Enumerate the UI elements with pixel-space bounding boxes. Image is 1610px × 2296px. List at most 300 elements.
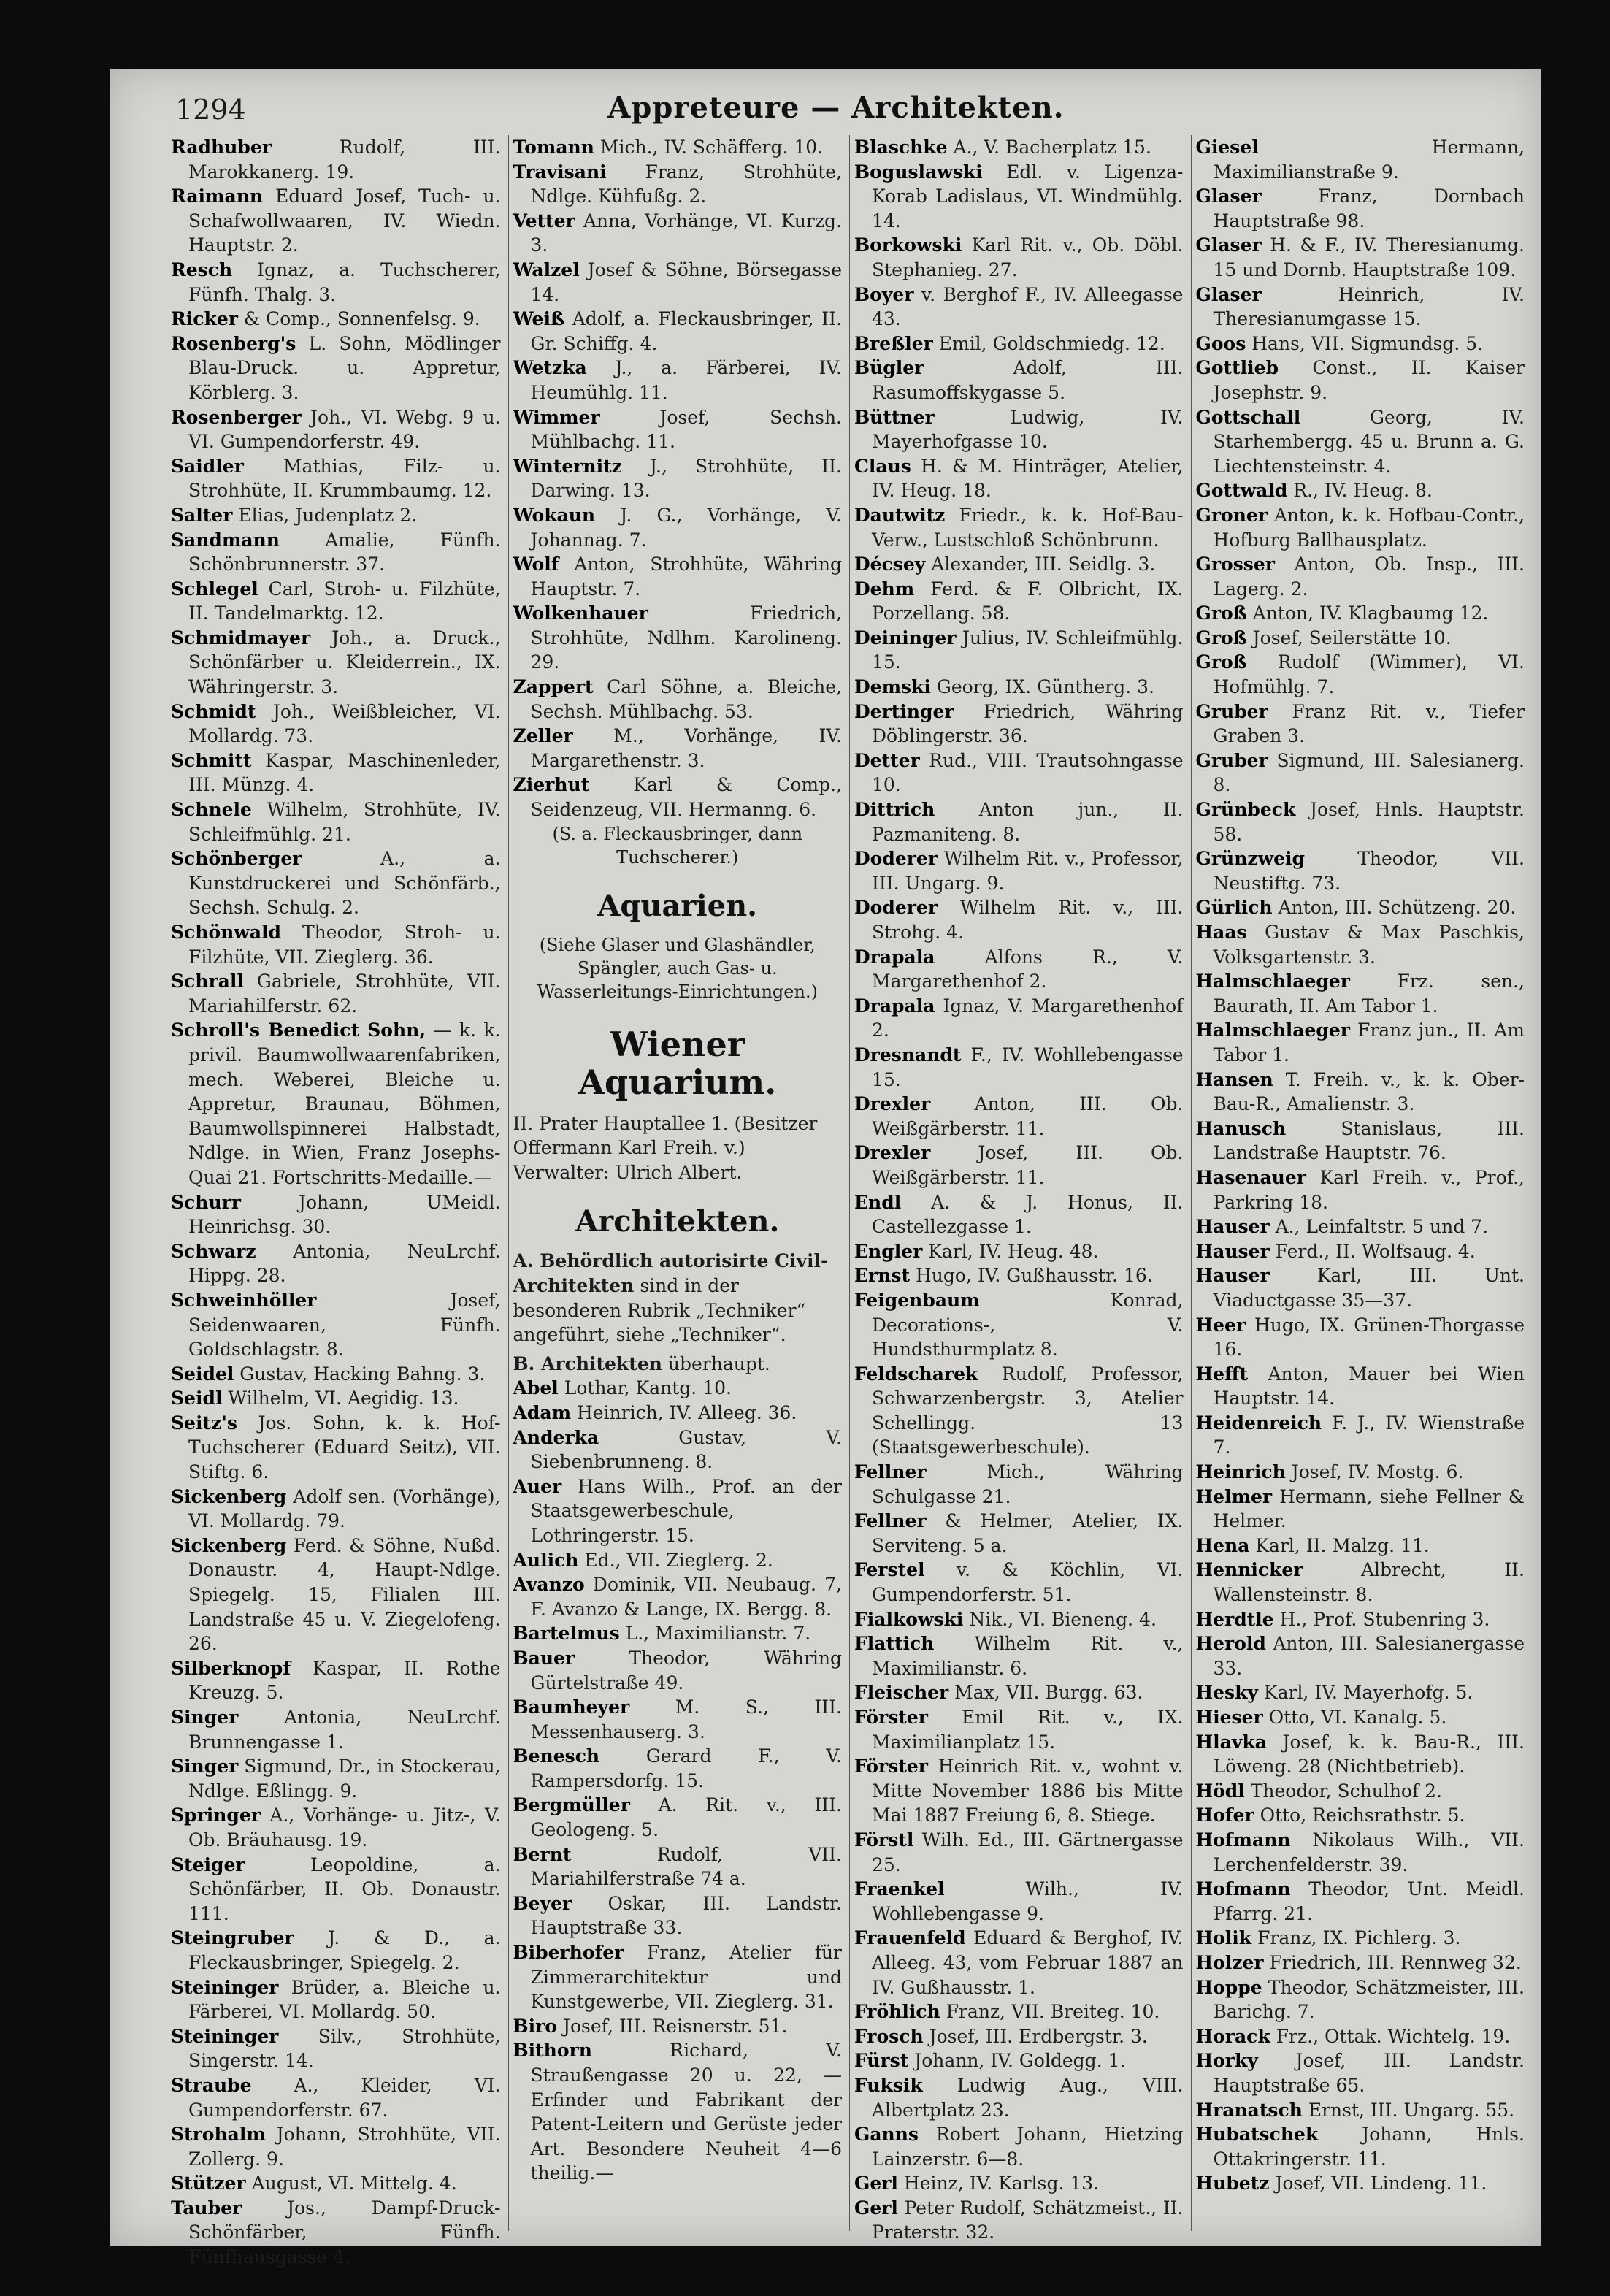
entry-name: Halmschlaeger xyxy=(1195,1019,1350,1041)
directory-entry xyxy=(1196,895,1525,920)
entry-details: Rudolf, III. Marokkanerg. 19. xyxy=(188,137,501,183)
entry-name: Sickenberg xyxy=(171,1485,287,1507)
section-b-heading: B. Architekten xyxy=(513,1352,662,1374)
entry-details: Georg, IX. Güntherg. 3. xyxy=(936,676,1154,698)
entry-details: H. & F., IV. Theresianumg. 15 und Dornb. Hauptstraße 109. xyxy=(1213,234,1525,280)
entry-name: Grünbeck xyxy=(1195,799,1296,821)
entry-name: Bithorn xyxy=(513,2040,592,2062)
entry-name: Winternitz xyxy=(513,455,622,477)
directory-entry xyxy=(1196,749,1525,797)
entry-name: Straube xyxy=(171,2074,252,2096)
directory-entry xyxy=(854,1877,1184,1926)
entry-details: Gustav, Hacking Bahng. 3. xyxy=(239,1363,486,1385)
entry-name: Horky xyxy=(1195,2050,1258,2072)
directory-entry xyxy=(171,1288,501,1362)
entry-name: Gottlieb xyxy=(1195,357,1279,379)
entry-details: Lothar, Kantg. 10. xyxy=(564,1377,732,1399)
page-header xyxy=(175,88,1497,139)
directory-entry xyxy=(1196,2024,1525,2049)
entry-name: Stützer xyxy=(171,2173,246,2194)
entry-details: — k. k. privil. Baumwollwaarenfabriken, mech. Weberei, Bleiche u. Appretur, Braunau, Böhmen, Baumwollspinnerei Halbstadt, Ndlge. in Wien, Franz Josephs-Quai 21. Fortschritts-Medaille.— xyxy=(188,1019,501,1188)
entry-details: Kaspar, II. Rothe Kreuzg. 5. xyxy=(188,1657,501,1704)
entry-details: Anna, Vorhänge, VI. Kurzg. 3. xyxy=(530,210,842,256)
directory-entry xyxy=(171,1853,501,1926)
entry-name: Demski xyxy=(854,676,931,698)
entry-name: Boyer xyxy=(854,283,914,305)
entry-details: Franz, IX. Pichlerg. 3. xyxy=(1257,1927,1461,1949)
entry-name: Grosser xyxy=(1195,554,1275,575)
directory-entry xyxy=(513,1695,843,1744)
entry-name: Glaser xyxy=(1195,283,1262,305)
entry-name: Anderka xyxy=(513,1426,599,1448)
entry-details: A., Kleider, VI. Gumpendorferstr. 67. xyxy=(188,2074,501,2121)
directory-entry xyxy=(854,2196,1184,2245)
directory-entry xyxy=(854,160,1184,234)
entry-name: Förster xyxy=(854,1756,928,1778)
entry-name: Zappert xyxy=(513,676,594,698)
entry-name: Seidel xyxy=(171,1363,234,1385)
section-title-architekten: Architekten. xyxy=(575,1204,780,1239)
section-a-heading: A. Behördlich autorisirte Civil-Architekten xyxy=(513,1250,829,1296)
entry-name: Gottwald xyxy=(1195,480,1288,502)
entry-name: Adam xyxy=(513,1401,572,1423)
entry-name: Doderer xyxy=(854,848,938,870)
entry-name: Strohalm xyxy=(171,2124,266,2146)
entry-name: Bartelmus xyxy=(513,1623,620,1645)
entry-details: Josef, III. Landstr. Hauptstraße 65. xyxy=(1213,2050,1525,2096)
entry-details: Johann, Strohhüte, VII. Zollerg. 9. xyxy=(188,2124,501,2170)
directory-entry xyxy=(854,1680,1184,1705)
entry-name: Herdtle xyxy=(1195,1608,1274,1630)
entry-details: R., IV. Heug. 8. xyxy=(1293,480,1433,502)
entry-name: Walzel xyxy=(513,259,580,280)
entry-details: Friedrich, III. Rennweg 32. xyxy=(1269,1951,1522,1973)
directory-entry xyxy=(854,1631,1184,1680)
directory-entry xyxy=(171,1239,501,1288)
entry-name: Hauser xyxy=(1195,1240,1270,1262)
entry-name: Schrall xyxy=(171,971,244,992)
entry-details: Oskar, III. Landstr. Hauptstraße 33. xyxy=(530,1892,842,1939)
entry-details: Ferd. & F. Olbricht, IX. Porzellang. 58. xyxy=(872,578,1184,624)
entry-name: Frauenfeld xyxy=(854,1927,966,1949)
directory-entry xyxy=(171,1926,501,1975)
directory-entry xyxy=(513,1940,843,2014)
directory-entry xyxy=(854,135,1184,160)
entry-name: Gerl xyxy=(854,2197,898,2219)
entry-details: Ed., VII. Zieglerg. 2. xyxy=(584,1549,773,1571)
entry-name: Zeller xyxy=(513,725,573,747)
directory-entry xyxy=(854,405,1184,454)
entry-name: Singer xyxy=(171,1756,239,1778)
entry-name: Breßler xyxy=(854,332,933,354)
entry-details: Ferd., II. Wolfsaug. 4. xyxy=(1275,1240,1476,1262)
directory-entry xyxy=(1196,2122,1525,2171)
entry-name: Fellner xyxy=(854,1461,927,1483)
entry-details: Karl, IV. Heug. 48. xyxy=(928,1240,1099,1262)
entry-details: A., Leinfaltstr. 5 und 7. xyxy=(1275,1216,1489,1238)
entry-name: Helmer xyxy=(1195,1485,1273,1507)
directory-entry xyxy=(513,2014,843,2039)
directory-entry xyxy=(171,749,501,797)
directory-entry xyxy=(513,454,843,503)
entry-name: Hieser xyxy=(1195,1707,1263,1728)
entry-name: Bergmüller xyxy=(513,1794,630,1816)
directory-entry xyxy=(1196,1362,1525,1411)
entry-details: Anton, III. Ob. Weißgärberstr. 11. xyxy=(872,1093,1184,1139)
entry-details: Theodor, Währing Gürtelstraße 49. xyxy=(530,1647,842,1694)
entry-name: Steininger xyxy=(171,1976,279,1998)
entry-name: Rosenberg's xyxy=(171,332,296,354)
entry-name: Borkowski xyxy=(854,234,962,256)
entry-name: Groner xyxy=(1195,504,1268,526)
directory-entry xyxy=(1196,1705,1525,1730)
directory-entry xyxy=(171,184,501,258)
entry-name: Hofer xyxy=(1195,1805,1254,1826)
directory-entry xyxy=(171,258,501,307)
entry-details: Heinrich, IV. Alleeg. 36. xyxy=(576,1401,797,1423)
entry-details: Alfons R., V. Margarethenhof 2. xyxy=(872,946,1184,992)
section-b-block xyxy=(513,1352,843,1377)
entry-details: Anton, Ob. Insp., III. Lagerg. 2. xyxy=(1213,554,1525,600)
entry-details: Konrad, Decorations-, V. Hundsthurmplatz 8. xyxy=(872,1289,1184,1361)
entry-details: Karl, II. Malzg. 11. xyxy=(1255,1534,1430,1556)
entry-details: Anton, Strohhüte, Währing Hauptstr. 7. xyxy=(530,554,842,600)
entry-details: & Comp., Sonnenfelsg. 9. xyxy=(243,308,480,330)
entry-details: Johann, UMeidl. Heinrichsg. 30. xyxy=(188,1191,501,1238)
entry-name: Hoppe xyxy=(1195,1976,1262,1998)
entry-name: Büttner xyxy=(854,406,935,428)
entry-name: Hefft xyxy=(1195,1363,1249,1385)
entry-details: Mich., Währing Schulgasse 21. xyxy=(872,1461,1184,1507)
entry-details: Rud., VIII. Trautsohngasse 10. xyxy=(872,749,1184,796)
aquarien-note: (Siehe Glaser und Glashändler, Spängler, auch Gas- u. Wasserleitungs-Einrichtungen.) xyxy=(537,934,818,1002)
entry-name: Dittrich xyxy=(854,799,935,821)
directory-entry xyxy=(1196,2098,1525,2123)
entry-details: H. & M. Hinträger, Atelier, IV. Heug. 18. xyxy=(872,455,1184,502)
directory-entry xyxy=(854,356,1184,405)
entry-name: Wolf xyxy=(513,554,559,575)
wiener-aquarium-text: II. Prater Hauptallee 1. (Besitzer Offermann Karl Freih. v.) Verwalter: Ulrich Albert. xyxy=(513,1112,818,1183)
entry-details: Jos., Dampf-Druck-Schönfärber, Fünfh. Fünfhausgasse 4. xyxy=(188,2197,501,2268)
directory-entry xyxy=(854,994,1184,1043)
entry-details: F. J., IV. Wienstraße 7. xyxy=(1213,1412,1525,1458)
entry-details: T. Freih. v., k. k. Ober-Bau-R., Amalienstr. 3. xyxy=(1213,1068,1525,1115)
directory-entry xyxy=(171,1975,501,2024)
entry-name: Steininger xyxy=(171,2025,279,2047)
directory-entry xyxy=(171,503,501,528)
directory-entry xyxy=(513,1572,843,1621)
entry-name: Schurr xyxy=(171,1191,241,1213)
entry-name: Baumheyer xyxy=(513,1696,630,1718)
entry-name: Hennicker xyxy=(1195,1559,1303,1581)
entry-name: Singer xyxy=(171,1707,239,1728)
section-a-text: sind in der besonderen Rubrik „Techniker“ angeführt, siehe „Techniker“. xyxy=(513,1275,806,1346)
entry-name: Sandmann xyxy=(171,529,280,551)
entry-name: Fleischer xyxy=(854,1682,949,1704)
directory-entry xyxy=(171,1803,501,1852)
entry-details: Stanislaus, III. Landstraße Hauptstr. 76. xyxy=(1213,1117,1525,1164)
directory-entry xyxy=(1196,233,1525,282)
entry-details: Joh., a. Druck., Schönfärber u. Kleiderrein., IX. Währingerstr. 3. xyxy=(188,627,501,698)
directory-entry xyxy=(171,920,501,969)
entry-details: Hans, VII. Sigmundsg. 5. xyxy=(1251,332,1484,354)
entry-name: Feldscharek xyxy=(854,1363,978,1385)
entry-name: Seidl xyxy=(171,1388,223,1409)
entry-details: Karl Rit. v., Ob. Döbl. Stephanieg. 27. xyxy=(872,234,1184,280)
entry-details: August, VI. Mittelg. 4. xyxy=(251,2173,457,2194)
entry-name: Bügler xyxy=(854,357,924,379)
directory-entry xyxy=(171,1705,501,1754)
entry-name: Fröhlich xyxy=(854,2001,940,2023)
directory-entry xyxy=(854,1828,1184,1877)
entry-details: Alexander, III. Seidlg. 3. xyxy=(931,554,1156,575)
entry-details: J., a. Färberei, IV. Heumühlg. 11. xyxy=(530,357,842,403)
directory-entry xyxy=(1196,184,1525,233)
entry-name: Schweinhöller xyxy=(171,1289,317,1311)
entry-details: Emil Rit. v., IX. Maximilianplatz 15. xyxy=(872,1707,1184,1753)
directory-entry xyxy=(171,2073,501,2122)
entry-details: Elias, Judenplatz 2. xyxy=(238,504,418,526)
entry-details: Anton, III. Schützeng. 20. xyxy=(1278,897,1517,919)
entry-name: Bauer xyxy=(513,1647,575,1669)
entry-details: v. Berghof F., IV. Alleegasse 43. xyxy=(872,283,1184,330)
directory-entry xyxy=(171,1411,501,1485)
directory-entry xyxy=(513,1891,843,1940)
directory-entry xyxy=(513,135,843,160)
directory-entry xyxy=(1196,1018,1525,1067)
entry-details: Friedrich, Strohhüte, Ndlhm. Karolineng. 29. xyxy=(530,602,842,673)
entry-name: Groß xyxy=(1195,651,1247,673)
directory-entry xyxy=(1196,797,1525,846)
entry-details: Anton jun., II. Pazmaniteng. 8. xyxy=(872,799,1184,845)
directory-entry xyxy=(171,454,501,503)
directory-entry xyxy=(1196,700,1525,749)
entry-details: Hermann, siehe Fellner & Helmer. xyxy=(1213,1485,1525,1532)
directory-entry xyxy=(1196,1877,1525,1926)
directory-entry xyxy=(513,307,843,356)
entry-details: Heinrich, IV. Theresianumgasse 15. xyxy=(1213,283,1525,330)
entry-name: Schwarz xyxy=(171,1240,256,1262)
entry-details: Mathias, Filz- u. Strohhüte, II. Krummbaumg. 12. xyxy=(188,455,501,502)
directory-entry xyxy=(1196,283,1525,332)
entry-details: Frz. sen., Baurath, II. Am Tabor 1. xyxy=(1213,971,1525,1017)
directory-entry xyxy=(513,773,843,822)
entry-name: Radhuber xyxy=(171,137,272,158)
entry-details: Nikolaus Wilh., VII. Lerchenfelderstr. 39. xyxy=(1213,1829,1525,1875)
entry-name: Glaser xyxy=(1195,185,1262,207)
directory-entry xyxy=(513,503,843,552)
directory-entry xyxy=(1196,920,1525,969)
section-title-aquarien: Aquarien. xyxy=(597,888,758,923)
directory-entry xyxy=(1196,2171,1525,2196)
entry-name: Halmschlaeger xyxy=(1195,971,1350,992)
directory-entry xyxy=(854,283,1184,332)
directory-entry xyxy=(1196,1730,1525,1779)
directory-entry xyxy=(171,307,501,332)
directory-entry xyxy=(1196,1068,1525,1117)
entry-name: Biro xyxy=(513,2015,557,2037)
entry-name: Hödl xyxy=(1195,1780,1245,1802)
entry-details: J. & D., a. Fleckausbringer, Spiegelg. 2. xyxy=(188,1927,501,1973)
directory-entry xyxy=(171,135,501,184)
directory-entry xyxy=(1196,1460,1525,1485)
entry-name: Ernst xyxy=(854,1265,911,1287)
entry-name: Hasenauer xyxy=(1195,1166,1306,1188)
entry-name: Wolkenhauer xyxy=(513,602,648,624)
directory-entry xyxy=(171,2196,501,2270)
directory-entry xyxy=(854,1190,1184,1239)
entry-name: Sickenberg xyxy=(171,1534,287,1556)
entry-details: Theodor, Schätzmeister, III. Barichg. 7. xyxy=(1213,1976,1525,2023)
directory-entry xyxy=(171,1190,501,1239)
directory-entry xyxy=(1196,135,1525,184)
entry-name: Drexler xyxy=(854,1142,931,1164)
entry-name: Frosch xyxy=(854,2025,924,2047)
directory-entry xyxy=(854,1460,1184,1509)
section-title-wiener-aquarium: Wiener Aquarium. xyxy=(578,1024,777,1102)
entry-name: Holik xyxy=(1195,1927,1252,1949)
directory-entry xyxy=(854,454,1184,503)
directory-entry xyxy=(513,1842,843,1891)
entry-name: Gürlich xyxy=(1195,897,1273,919)
directory-page xyxy=(110,69,1541,2268)
directory-entry xyxy=(1196,1166,1525,1214)
directory-entry xyxy=(1196,1828,1525,1877)
entry-name: Dehm xyxy=(854,578,915,600)
directory-columns xyxy=(166,135,1532,2268)
directory-entry xyxy=(1196,1239,1525,1264)
entry-details: Gabriele, Strohhüte, VII. Mariahilferstr. 62. xyxy=(188,971,501,1017)
entry-details: Carl, Stroh- u. Filzhüte, II. Tandelmarktg. 12. xyxy=(188,578,501,624)
entry-details: Wilhelm Rit. v., Maximilianstr. 6. xyxy=(872,1633,1184,1679)
directory-entry xyxy=(854,2024,1184,2049)
entry-details: Hugo, IX. Grünen-Thorgasse 16. xyxy=(1213,1314,1525,1361)
directory-entry xyxy=(1196,1803,1525,1828)
entry-details: L., Maximilianstr. 7. xyxy=(625,1623,811,1645)
directory-entry xyxy=(854,626,1184,675)
entry-details: Brüder, a. Bleiche u. Färberei, VI. Mollardg. 50. xyxy=(188,1976,501,2023)
entry-name: Feigenbaum xyxy=(854,1289,980,1311)
directory-entry xyxy=(1196,1951,1525,1975)
entry-details: Amalie, Fünfh. Schönbrunnerstr. 37. xyxy=(188,529,501,575)
entry-details: Rudolf, Professor, Schwarzenbergstr. 3, Atelier Schellingg. 13 (Staatsgewerbeschule). xyxy=(872,1363,1184,1458)
entry-details: v. & Köchlin, VI. Gumpendorferstr. 51. xyxy=(872,1559,1184,1606)
directory-entry xyxy=(854,1926,1184,2000)
directory-entry xyxy=(1196,1534,1525,1558)
entry-details: Theodor, Stroh- u. Filzhüte, VII. Zieglerg. 36. xyxy=(188,922,501,968)
entry-name: Heinrich xyxy=(1195,1461,1286,1483)
directory-entry xyxy=(854,1263,1184,1288)
directory-entry xyxy=(171,2024,501,2073)
entry-name: Blaschke xyxy=(854,137,948,158)
entry-details: Josef, Seidenwaaren, Fünfh. Goldschlagstr. 8. xyxy=(188,1289,501,1361)
directory-entry xyxy=(171,2171,501,2196)
entry-details: Josef, III. Ob. Weißgärberstr. 11. xyxy=(872,1142,1184,1188)
entry-details: Theodor, Schulhof 2. xyxy=(1250,1780,1443,1802)
entry-name: Boguslawski xyxy=(854,161,983,183)
entry-name: Förstl xyxy=(854,1829,914,1851)
entry-name: Dertinger xyxy=(854,700,954,722)
directory-entry xyxy=(1196,1485,1525,1534)
entry-name: Gruber xyxy=(1195,749,1268,771)
directory-entry xyxy=(513,552,843,601)
entry-name: Hubetz xyxy=(1195,2173,1270,2194)
entry-details: Josef, k. k. Bau-R., III. Löweng. 28 (Nichtbetrieb). xyxy=(1213,1731,1525,1778)
entry-name: Ferstel xyxy=(854,1559,925,1581)
entry-details: Wilhelm, Strohhüte, IV. Schleifmühlg. 21. xyxy=(188,799,501,845)
directory-entry xyxy=(171,1386,501,1411)
entry-details: Const., II. Kaiser Josephstr. 9. xyxy=(1213,357,1525,403)
directory-entry xyxy=(1196,1926,1525,1951)
directory-entry xyxy=(1196,1214,1525,1239)
directory-entry xyxy=(171,405,501,454)
entry-name: Auer xyxy=(513,1475,562,1497)
directory-entry xyxy=(513,209,843,258)
entry-details: Wilhelm Rit. v., Professor, III. Ungarg. 9. xyxy=(872,848,1184,894)
entry-name: Claus xyxy=(854,455,911,477)
entry-name: Groß xyxy=(1195,602,1247,624)
entry-details: Jos. Sohn, k. k. Hof-Tuchscherer (Eduard Seitz), VII. Stiftg. 6. xyxy=(188,1412,501,1483)
entry-name: Wetzka xyxy=(513,357,587,379)
directory-entry xyxy=(854,577,1184,626)
directory-entry xyxy=(171,1754,501,1803)
entry-details: Gustav & Max Paschkis, Volksgartenstr. 3. xyxy=(1213,922,1525,968)
entry-details: Sigmund, III. Salesianerg. 8. xyxy=(1213,749,1525,796)
entry-details: Josef, Sechsh. Mühlbachg. 11. xyxy=(530,406,842,453)
entry-details: Josef, IV. Mostg. 6. xyxy=(1291,1461,1464,1483)
entry-details: Josef, Seilerstätte 10. xyxy=(1252,627,1452,648)
directory-entry xyxy=(513,258,843,307)
directory-entry xyxy=(1196,478,1525,503)
directory-entry xyxy=(854,1141,1184,1190)
entry-name: Engler xyxy=(854,1240,923,1262)
entry-name: Schönwald xyxy=(171,922,282,943)
directory-entry xyxy=(171,332,501,405)
entry-details: Hans Wilh., Prof. an der Staatsgewerbeschule, Lothringerstr. 15. xyxy=(530,1475,842,1546)
entry-name: Hauser xyxy=(1195,1216,1270,1238)
entry-name: Fellner xyxy=(854,1510,927,1532)
entry-name: Schmidt xyxy=(171,700,256,722)
entry-details: Robert Johann, Hietzing Lainzerstr. 6—8. xyxy=(872,2124,1184,2170)
directory-entry xyxy=(1196,1631,1525,1680)
entry-details: Theodor, Unt. Meidl. Pfarrg. 21. xyxy=(1213,1878,1525,1924)
entry-name: Drexler xyxy=(854,1093,931,1115)
entry-name: Hena xyxy=(1195,1534,1250,1556)
entry-name: Bernt xyxy=(513,1843,572,1865)
entry-details: A. Rit. v., III. Geologeng. 5. xyxy=(530,1794,842,1841)
entry-details: Albrecht, II. Wallensteinstr. 8. xyxy=(1213,1559,1525,1606)
entry-name: Raimann xyxy=(171,185,264,207)
entry-name: Förster xyxy=(854,1707,928,1728)
section-a-block xyxy=(513,1249,843,1347)
entry-details: Karl, III. Unt. Viaductgasse 35—37. xyxy=(1213,1265,1525,1311)
entry-details: Nik., VI. Bieneng. 4. xyxy=(969,1608,1157,1630)
directory-entry xyxy=(513,2038,843,2186)
directory-entry xyxy=(513,1744,843,1793)
directory-entry xyxy=(171,626,501,700)
entry-details: Friedr., k. k. Hof-Bau-Verw., Lustschloß Schönbrunn. xyxy=(872,504,1184,551)
entry-details: J., Strohhüte, II. Darwing. 13. xyxy=(530,455,842,502)
entry-details: Hugo, IV. Gußhausstr. 16. xyxy=(915,1265,1153,1287)
entry-name: Steiger xyxy=(171,1853,245,1875)
entry-name: Deininger xyxy=(854,627,957,648)
entry-name: Zierhut xyxy=(513,774,590,796)
directory-entry xyxy=(171,2122,501,2171)
directory-entry xyxy=(854,1043,1184,1092)
entry-name: Dautwitz xyxy=(854,504,946,526)
entry-details: Hermann, Maximilianstraße 9. xyxy=(1213,137,1525,183)
entry-details: Gustav, V. Siebenbrunneng. 8. xyxy=(530,1426,842,1473)
